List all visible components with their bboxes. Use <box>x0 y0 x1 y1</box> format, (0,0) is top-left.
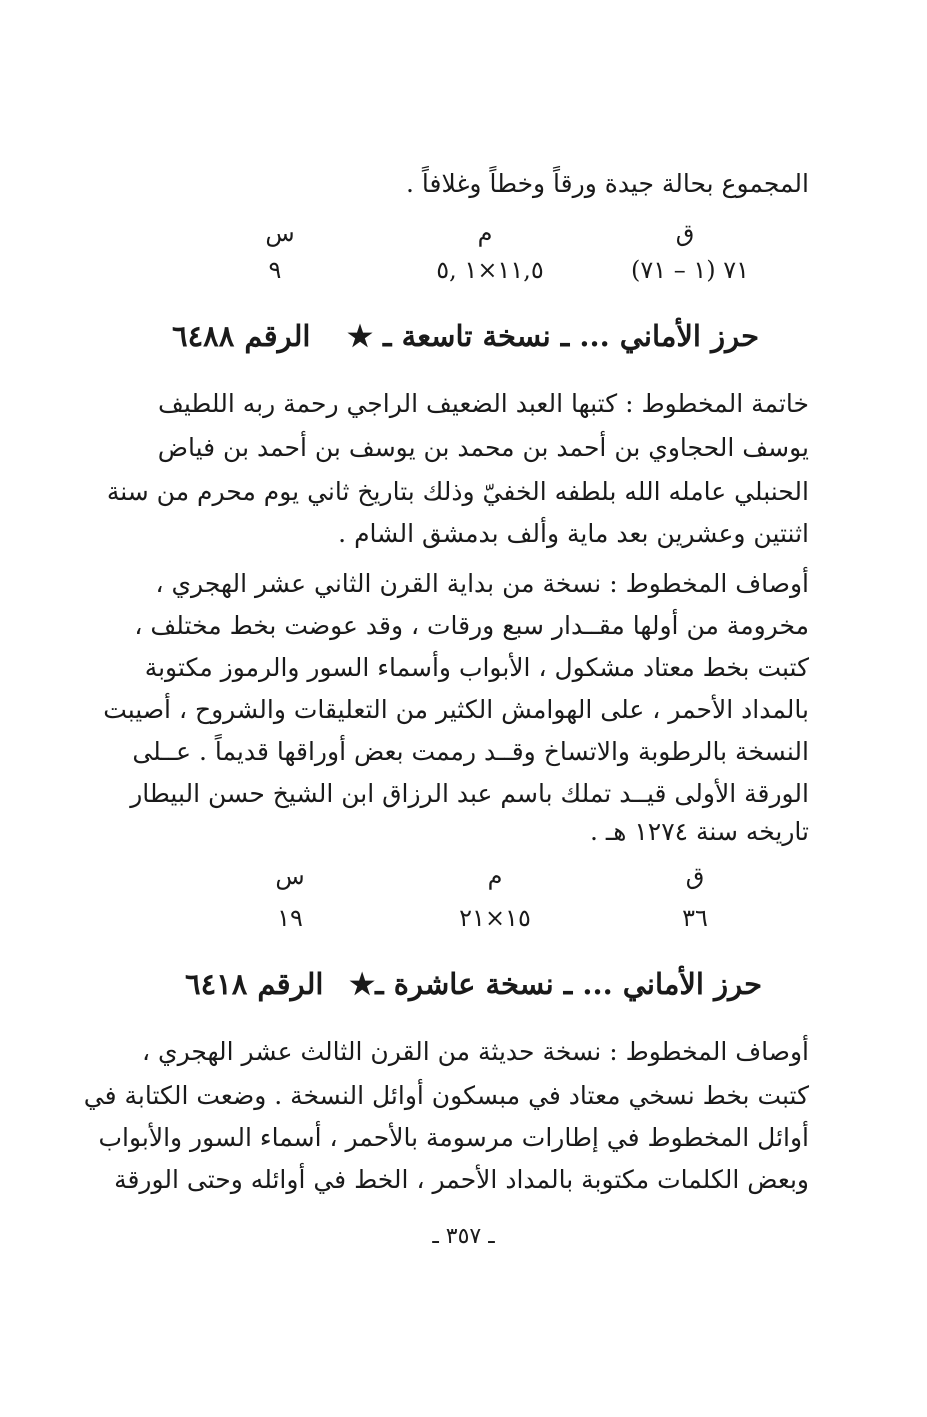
table-2-header-q: ق <box>685 862 705 890</box>
section-10-title: حرز الأماني ... ـ نسخة عاشرة ـ★ <box>349 967 762 1001</box>
table-2-header-m: م <box>487 862 503 890</box>
description-line: وبعض الكلمات مكتوبة بالمداد الأحمر ، الخط في أوائله وحتى الورقة <box>114 1165 809 1194</box>
section-9-title: حرز الأماني ... ـ نسخة تاسعة ـ ★ <box>346 319 759 353</box>
intro-line: المجموع بحالة جيدة ورقاً وخطاً وغلافاً . <box>405 169 809 198</box>
description-line: كتبت بخط نسخي معتاد في مبسكون أوائل النسخة . وضعت الكتابة في <box>83 1081 809 1110</box>
section-9-heading <box>172 314 759 358</box>
table-1-value-s: ٩ <box>268 256 282 284</box>
table-1-header-s: س <box>265 219 295 247</box>
table-2-header-s: س <box>275 862 305 890</box>
table-2-value-m: ١٥×٢١ <box>459 904 531 932</box>
description-line: مخرومة من أولها مقــدار سبع ورقات ، وقد عوضت بخط مختلف ، <box>134 611 809 640</box>
description-line: كتبت بخط معتاد مشكول ، الأبواب وأسماء السور والرموز مكتوبة <box>144 653 809 682</box>
table-2-value-q: ٣٦ <box>682 904 708 932</box>
colophon-line: خاتمة المخطوط : كتبها العبد الضعيف الراجي رحمة ربه اللطيف <box>158 389 809 418</box>
colophon-line: يوسف الحجاوي بن أحمد بن محمد بن يوسف بن أحمد بن فياض <box>157 433 809 462</box>
table-1-value-q: ٧١ (١ – ٧١) <box>630 256 750 284</box>
description-line: أوصاف المخطوط : نسخة حديثة من القرن الثالث عشر الهجري ، <box>142 1037 809 1066</box>
table-2-value-s: ١٩ <box>277 904 303 932</box>
section-9-number: الرقم ٦٤٨٨ <box>172 319 311 353</box>
table-1-value-m: ١١,٥×١ ,٥ <box>436 256 544 284</box>
table-1-header-m: م <box>477 219 493 247</box>
description-line: أوائل المخطوط في إطارات مرسومة بالأحمر ، أسماء السور والأبواب <box>98 1123 809 1152</box>
description-line: أوصاف المخطوط : نسخة من بداية القرن الثاني عشر الهجري ، <box>155 569 809 598</box>
page-number: ـ ٣٥٧ ـ <box>432 1224 495 1249</box>
section-10-heading <box>185 962 762 1006</box>
description-line: الورقة الأولى قيــد تملك باسم عبد الرزاق ابن الشيخ حسن البيطار <box>130 779 809 808</box>
colophon-line: الحنبلي عامله الله بلطفه الخفيّ وذلك بتاريخ ثاني يوم محرم من سنة <box>106 477 809 506</box>
description-line: تاريخه سنة ١٢٧٤ هـ . <box>589 817 809 846</box>
section-10-number: الرقم ٦٤١٨ <box>185 967 324 1001</box>
colophon-line: اثنتين وعشرين بعد ماية وألف بدمشق الشام . <box>338 519 809 548</box>
description-line: بالمداد الأحمر ، على الهوامش الكثير من التعليقات والشروح ، أصيبت <box>103 695 809 724</box>
description-line: النسخة بالرطوبة والاتساخ وقــد رممت بعض أوراقها قديماً . عــلى <box>132 737 809 766</box>
table-1-header-q: ق <box>675 219 695 247</box>
